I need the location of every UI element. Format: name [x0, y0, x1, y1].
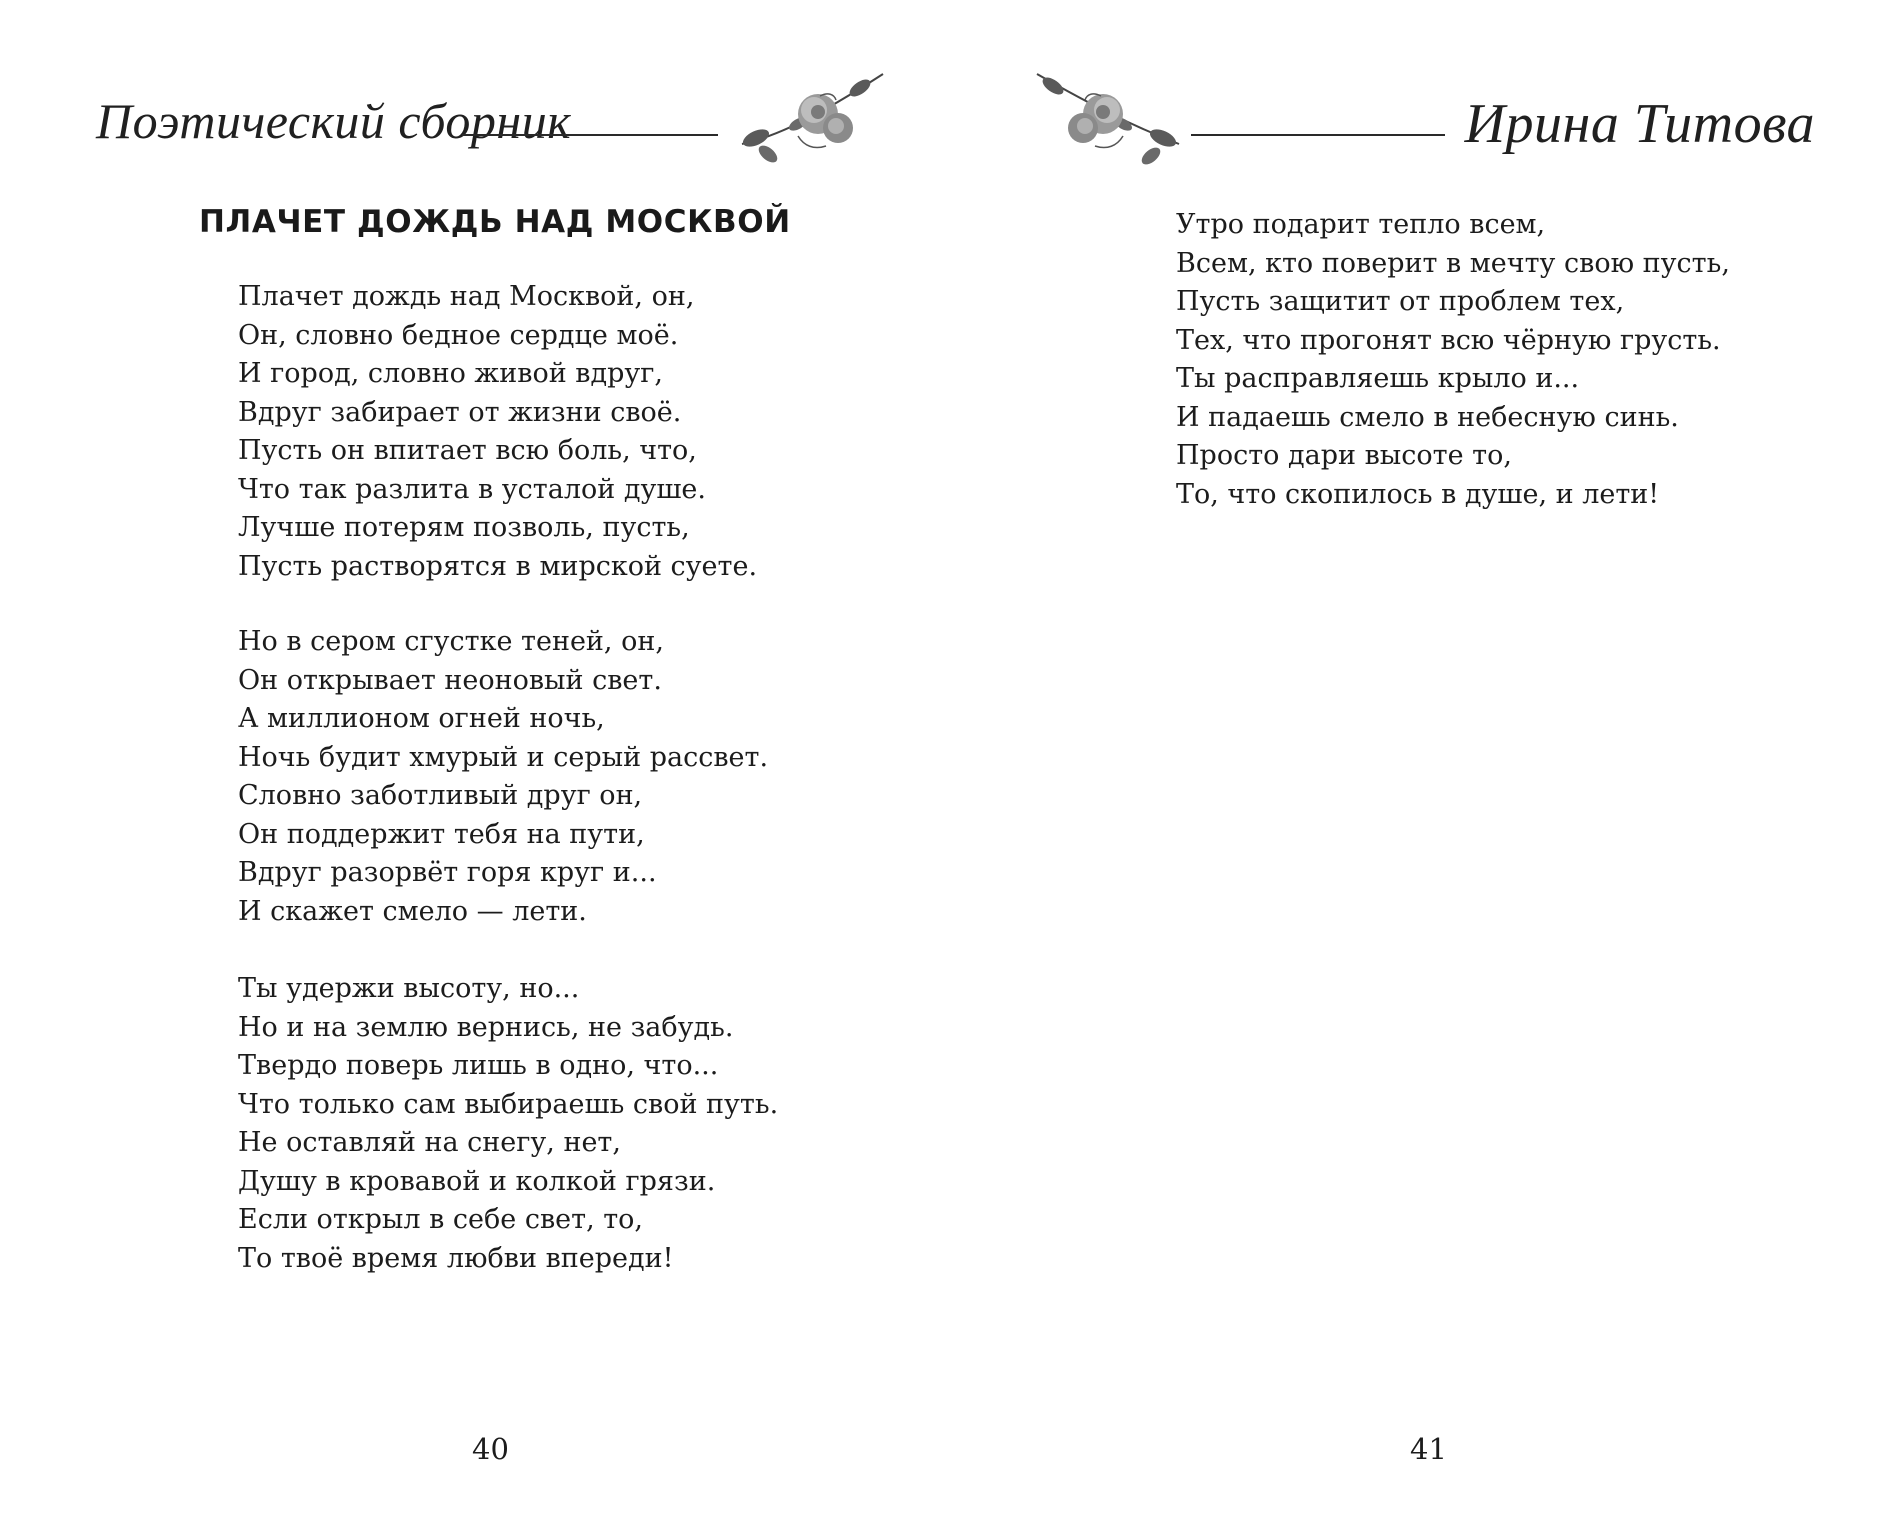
stanza-4	[1176, 206, 1730, 514]
page-number: 41	[1410, 1432, 1447, 1466]
right-page	[943, 0, 1887, 1534]
poem-line: То твоё время любви впереди!	[238, 1242, 674, 1274]
poem-line: А миллионом огней ночь,	[238, 703, 605, 734]
left-page	[0, 0, 943, 1534]
stanza-2	[238, 623, 768, 931]
poem-line: Вдруг разорвёт горя круг и...	[238, 857, 657, 888]
poem-line: Просто дари высоте то,	[1176, 440, 1512, 471]
poem-line: Он, словно бедное сердце моё.	[238, 319, 679, 351]
rose-branch-icon	[1033, 66, 1183, 166]
stanza-1	[238, 278, 757, 586]
right-running-head	[943, 38, 1887, 168]
poem-line: Что так разлита в усталой душе.	[238, 473, 706, 505]
poem-line: И скажет смело — лети.	[238, 895, 587, 927]
left-running-head	[0, 38, 943, 168]
poem-line: Если открыл в себе свет, то,	[238, 1204, 644, 1235]
poem-line: Пусть растворятся в мирской суете.	[238, 550, 758, 582]
poem-line: Словно заботливый друг он,	[238, 780, 643, 811]
poem-line: Всем, кто поверит в мечту свою пусть,	[1176, 247, 1730, 279]
poem-line: И падаешь смело в небесную синь.	[1176, 401, 1679, 433]
poem-line: Не оставляй на снегу, нет,	[238, 1127, 621, 1158]
poem-line: Но и на землю вернись, не забудь.	[238, 1011, 734, 1043]
poem-line: Утро подарит тепло всем,	[1176, 209, 1546, 240]
page-number: 40	[472, 1432, 509, 1466]
poem-line: Ночь будит хмурый и серый рассвет.	[238, 741, 769, 773]
poem-line: Он поддержит тебя на пути,	[238, 818, 645, 850]
poem-line: Вдруг забирает от жизни своё.	[238, 396, 682, 428]
poem-line: Пусть защитит от проблем тех,	[1176, 286, 1625, 317]
poem-line: Душу в кровавой и колкой грязи.	[238, 1165, 716, 1197]
author-name: Ирина Титова	[1464, 93, 1815, 155]
rose-branch-icon	[738, 66, 888, 166]
poem-line: То, что скопилось в душе, и лети!	[1176, 478, 1660, 510]
poem-line: Тех, что прогонят всю чёрную грусть.	[1176, 324, 1721, 356]
collection-title: Поэтический сборник	[96, 93, 572, 149]
poem-line: Лучше потерям позволь, пусть,	[238, 512, 690, 543]
header-rule	[1191, 134, 1445, 136]
poem-title: ПЛАЧЕТ ДОЖДЬ НАД МОСКВОЙ	[199, 204, 791, 240]
stanza-3	[238, 970, 778, 1278]
poem-line: Но в сером сгустке теней, он,	[238, 626, 664, 657]
poem-line: Плачет дождь над Москвой, он,	[238, 281, 695, 312]
poem-line: Что только сам выбираешь свой путь.	[238, 1088, 779, 1120]
poem-line: И город, словно живой вдруг,	[238, 358, 664, 389]
poem-line: Пусть он впитает всю боль, что,	[238, 435, 697, 466]
header-rule	[462, 134, 718, 136]
poem-line: Ты расправляешь крыло и...	[1176, 363, 1580, 394]
poem-line: Он открывает неоновый свет.	[238, 664, 662, 696]
poem-line: Ты удержи высоту, но...	[238, 973, 580, 1004]
poem-line: Твердо поверь лишь в одно, что...	[238, 1050, 719, 1081]
